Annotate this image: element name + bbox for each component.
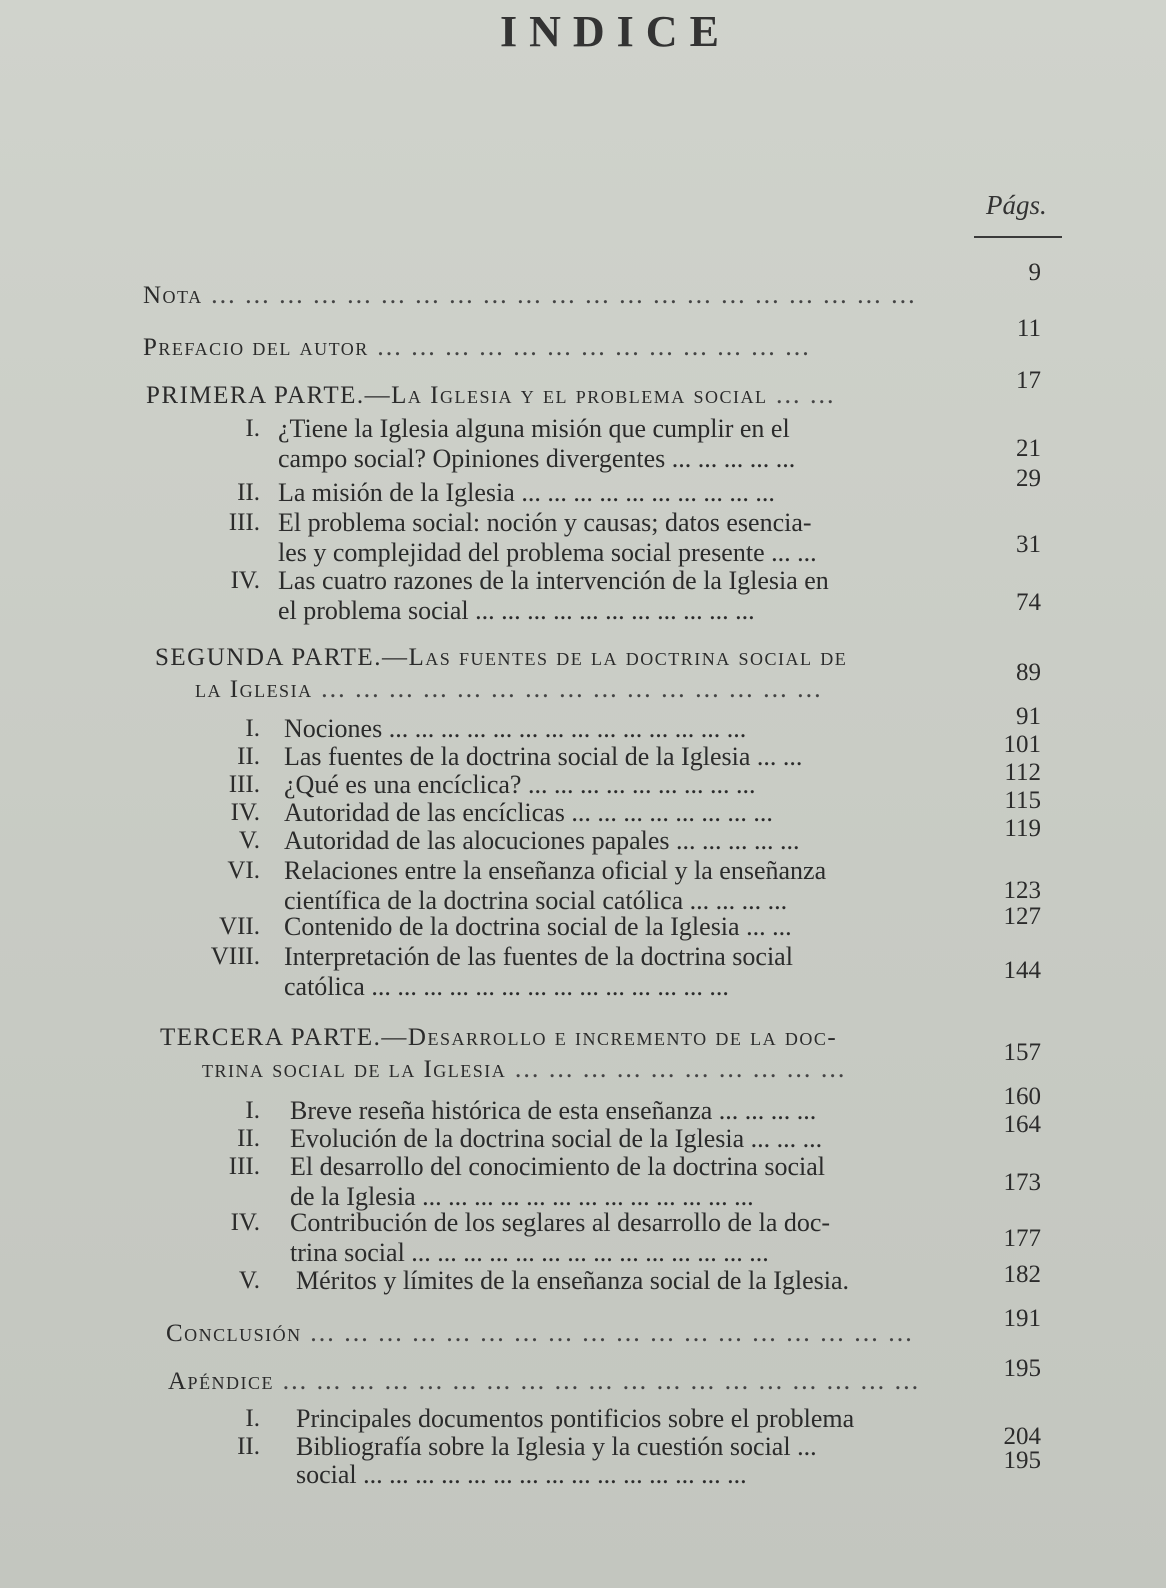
item-number: II. [237, 1433, 260, 1460]
part-title: —Desarrollo e incremento de la doc- [381, 1024, 838, 1051]
page-number: 173 [1003, 1169, 1041, 1196]
page-number: 112 [1004, 759, 1041, 786]
item-text-line-2: católica ... ... ... ... ... ... ... ... ... ... ... ... ... ... [284, 972, 729, 1001]
page-number: 31 [1016, 531, 1041, 558]
page-number: 9 [1028, 259, 1041, 286]
item-number: V. [238, 1267, 260, 1294]
page-number: 195 [1003, 1355, 1041, 1382]
item-text-line-1: Las cuatro razones de la intervención de la Iglesia en [278, 566, 829, 595]
page-number: 157 [1003, 1039, 1041, 1066]
item-number: III. [228, 1153, 260, 1180]
item-text-line-1: Nociones ... ... ... ... ... ... ... ... ... ... ... ... ... ... [284, 714, 747, 743]
item-text-line-1: Evolución de la doctrina social de la Iglesia ... ... ... [290, 1124, 823, 1153]
page-number: 144 [1003, 957, 1041, 984]
page-number: 115 [1004, 787, 1041, 814]
toc-part-primera [146, 367, 1041, 411]
toc-entry-nota [143, 259, 1041, 311]
page-number: 91 [1016, 703, 1041, 730]
item-text-line-1: Breve reseña histórica de esta enseñanza ... ... ... ... [290, 1096, 817, 1125]
page-number: 29 [1016, 465, 1041, 492]
page-number: 21 [1016, 435, 1041, 462]
item-number: II. [237, 743, 260, 770]
item-text-line-1: ¿Qué es una encíclica? ... ... ... ... ... ... ... ... ... [284, 770, 756, 799]
part-title-continued: la Iglesia [195, 676, 313, 703]
page-number: 119 [1004, 815, 1041, 842]
item-text-line-2: el problema social ... ... ... ... ... ... ... ... ... ... ... [278, 596, 755, 625]
page-number: 177 [1003, 1225, 1041, 1252]
item-text-line-1: Relaciones entre la enseñanza oficial y la enseñanza [284, 856, 827, 885]
item-text-line-2: les y complejidad del problema social presente ... ... [278, 538, 817, 567]
page-number: 204 [1003, 1423, 1041, 1450]
item-text-line-2: social ... ... ... ... ... ... ... ... ... ... ... ... ... ... ... [296, 1460, 747, 1489]
item-number: I. [245, 1405, 260, 1432]
item-text-line-1: Las fuentes de la doctrina social de la Iglesia ... ... [284, 742, 803, 771]
item-text-line-1: El desarrollo del conocimiento de la doctrina social [290, 1152, 825, 1181]
item-text-line-1: Méritos y límites de la enseñanza social de la Iglesia. [296, 1266, 850, 1295]
item-text-line-2: científica de la doctrina social católica ... ... ... ... [284, 886, 788, 915]
item-number: III. [228, 771, 260, 798]
part-heading: SEGUNDA PARTE. [155, 644, 382, 671]
entry-label: Conclusión [166, 1320, 302, 1347]
page-number: 164 [1003, 1111, 1041, 1138]
item-text-line-1: ¿Tiene la Iglesia alguna misión que cumplir en el [278, 414, 790, 443]
item-number: VIII. [210, 943, 260, 970]
part-heading: PRIMERA PARTE. [146, 382, 365, 409]
item-number: VII. [219, 913, 260, 940]
page-number: 182 [1003, 1261, 1041, 1288]
item-number: IV. [230, 1209, 260, 1236]
leader-dots: ... ... ... ... ... ... ... ... ... ... ... ... ... [368, 332, 811, 361]
item-number: VI. [227, 857, 260, 884]
part-title: —Las fuentes de la doctrina social de [381, 644, 848, 671]
item-number: IV. [230, 799, 260, 826]
page-number: 89 [1016, 659, 1041, 686]
leader-dots: ... ... ... ... ... ... ... ... ... ... ... ... ... ... ... ... ... ... ... [274, 1366, 921, 1395]
item-text-line-1: La misión de la Iglesia ... ... ... ... ... ... ... ... ... ... [278, 478, 775, 507]
page-title: INDICE [500, 7, 731, 56]
page-number: 74 [1016, 589, 1041, 616]
item-text-line-1: Autoridad de las alocuciones papales ... ... ... ... ... [284, 826, 800, 855]
toc-entry-prefacio [143, 315, 1041, 363]
item-text-line-2: trina social ... ... ... ... ... ... ... ... ... ... ... ... ... ... [290, 1238, 769, 1267]
entry-label: Apéndice [168, 1368, 275, 1395]
toc-part-tercera [160, 1022, 1041, 1083]
part-heading: TERCERA PARTE. [160, 1024, 382, 1051]
leader-dots: ... ... [767, 380, 836, 409]
page-number: 101 [1003, 731, 1041, 758]
item-text-line-2: de la Iglesia ... ... ... ... ... ... ... ... ... ... ... ... ... [290, 1182, 754, 1211]
item-number: V. [238, 827, 260, 854]
page-number: 191 [1003, 1305, 1041, 1332]
item-text-line-1: El problema social: noción y causas; datos esencia- [278, 508, 812, 537]
item-number: I. [245, 715, 260, 742]
part-title: —La Iglesia y el problema social [364, 382, 768, 409]
toc-part-segunda [155, 642, 1041, 703]
page-number: 17 [1016, 367, 1041, 394]
item-number: II. [237, 1125, 260, 1152]
pages-column-label: Págs. [986, 190, 1047, 220]
toc-entry-conclusion [166, 1305, 1041, 1349]
pages-label-underline [974, 236, 1062, 238]
item-text-line-1: Interpretación de las fuentes de la doctrina social [284, 942, 793, 971]
item-text-line-1: Contribución de los seglares al desarrollo de la doc- [290, 1208, 831, 1237]
item-number: II. [237, 479, 260, 506]
item-number: I. [245, 415, 260, 442]
page-number: 160 [1003, 1083, 1041, 1110]
page-number: 195 [1003, 1447, 1041, 1474]
entry-label: Nota [143, 282, 203, 309]
entry-label: Prefacio del autor [143, 334, 369, 361]
page-number: 123 [1003, 877, 1041, 904]
bleed-through-text [830, 28, 837, 58]
item-number: I. [245, 1097, 260, 1124]
item-number: IV. [230, 567, 260, 594]
item-text-line-1: Principales documentos pontificios sobre el problema [296, 1404, 855, 1433]
item-text-line-2: campo social? Opiniones divergentes ... ... ... ... ... [278, 444, 796, 473]
item-text-line-1: Bibliografía sobre la Iglesia y la cuestión social ... [296, 1432, 817, 1461]
item-number: III. [228, 509, 260, 536]
leader-dots: ... ... ... ... ... ... ... ... ... ... ... ... ... ... ... ... ... ... [301, 1318, 914, 1347]
leader-dots: ... ... ... ... ... ... ... ... ... ... ... ... ... ... ... [312, 674, 823, 703]
page-number: 127 [1003, 903, 1041, 930]
toc-entry-apendice [168, 1355, 1041, 1397]
item-text-line-1: Contenido de la doctrina social de la Iglesia ... ... [284, 912, 792, 941]
part-title-continued: trina social de la Iglesia [202, 1056, 507, 1083]
page-number: 11 [1016, 315, 1041, 342]
item-text-line-1: Autoridad de las encíclicas ... ... ... ... ... ... ... ... [284, 798, 773, 827]
leader-dots: ... ... ... ... ... ... ... ... ... ... [506, 1054, 847, 1083]
leader-dots: ... ... ... ... ... ... ... ... ... ... ... ... ... ... ... ... ... ... ... ... ... [202, 280, 917, 309]
